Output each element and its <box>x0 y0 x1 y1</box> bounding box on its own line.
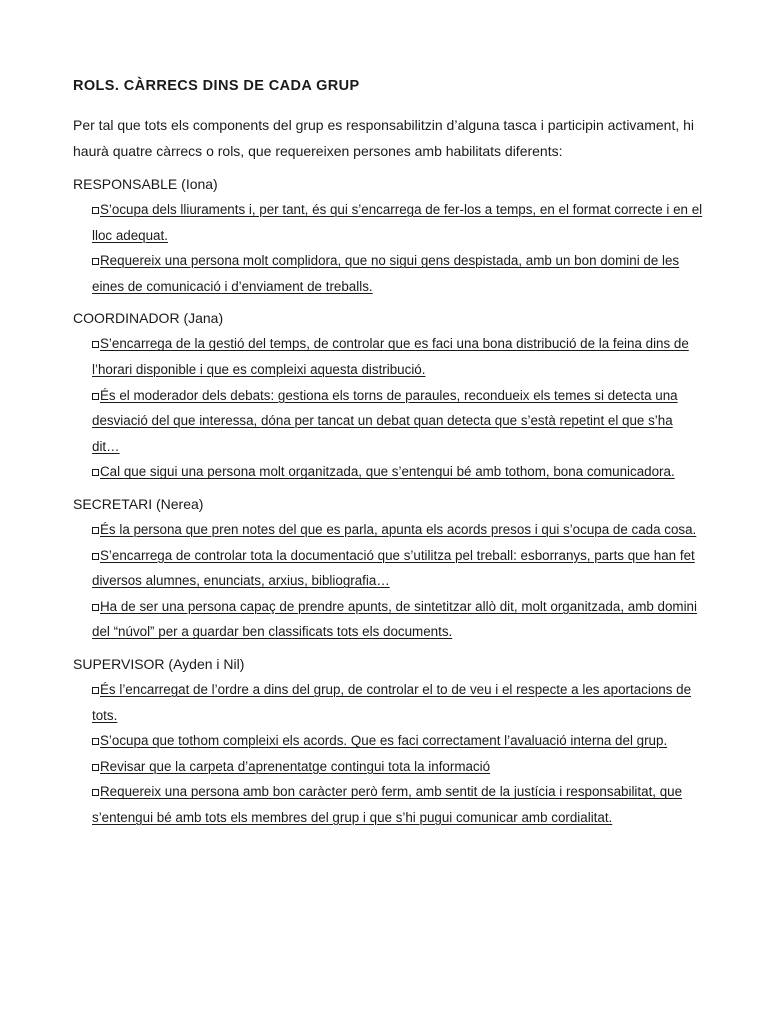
role-item <box>92 383 703 460</box>
role-item-text: És el moderador dels debats: gestiona els torns de paraules, recondueix els temes si detecta una desviació del que interessa, dóna per tancat un debat quan detecta que s’està repetint el que s’ha dit… <box>92 387 678 454</box>
square-bullet-icon <box>92 207 99 214</box>
square-bullet-icon <box>92 527 99 534</box>
square-bullet-icon <box>92 258 99 265</box>
square-bullet-icon <box>92 604 99 611</box>
role-item-list <box>73 677 703 831</box>
role-item <box>92 459 703 485</box>
role-item-text: S’encarrega de controlar tota la documentació que s’utilitza pel treball: esborranys, parts que han fet diversos alumnes, enunciats, arxius, bibliografia… <box>92 547 695 589</box>
role-item-list <box>73 517 703 645</box>
square-bullet-icon <box>92 553 99 560</box>
square-bullet-icon <box>92 393 99 400</box>
role-item-list <box>73 197 703 299</box>
role-heading: SECRETARI (Nerea) <box>73 495 204 512</box>
role-item-text: S’ocupa dels lliuraments i, per tant, és qui s’encarrega de fer-los a temps, en el format correcte i en el lloc adequat. <box>92 202 703 243</box>
role-item <box>92 728 703 754</box>
role-item-text: S’encarrega de la gestió del temps, de controlar que es faci una bona distribució de la feina dins de l’horari disponible i que es compleixi aquesta distribució. <box>92 336 689 377</box>
square-bullet-icon <box>92 789 99 796</box>
role-item <box>92 331 703 382</box>
role-item-text: És l’encarregat de l’ordre a dins del grup, de controlar el to de veu i el respecte a les aportacions de tots. <box>92 681 692 723</box>
square-bullet-icon <box>92 738 99 745</box>
role-item-text: Requereix una persona amb bon caràcter però ferm, amb sentit de la justícia i responsabilitat, que s’entengui bé amb tots els membres del grup i que s’hi pugui comunicar amb cordialitat. <box>92 784 683 825</box>
square-bullet-icon <box>92 687 99 694</box>
role-item <box>92 197 703 248</box>
role-item <box>92 543 703 594</box>
role-item <box>92 248 703 299</box>
square-bullet-icon <box>92 469 99 476</box>
role-item <box>92 677 703 728</box>
role-item <box>92 754 703 780</box>
role-item <box>92 779 703 830</box>
role-item-text: S’ocupa que tothom compleixi els acords. Que es faci correctament l’avaluació interna del grup. <box>100 733 668 749</box>
role-section-responsable <box>73 171 703 299</box>
role-section-supervisor <box>73 651 703 831</box>
role-item <box>92 594 703 645</box>
document-title: ROLS. CÀRRECS DINS DE CADA GRUP <box>73 78 360 94</box>
document-page <box>73 76 703 836</box>
role-item-text: És la persona que pren notes del que es parla, apunta els acords presos i qui s’ocupa de cada cosa. <box>100 521 697 537</box>
role-item-text: Requereix una persona molt complidora, que no sigui gens despistada, amb un bon domini de les eines de comunicació i d’enviament de treballs. <box>92 253 680 294</box>
square-bullet-icon <box>92 764 99 771</box>
role-section-coordinador <box>73 305 703 485</box>
role-item-text: Cal que sigui una persona molt organitzada, que s’entengui bé amb tothom, bona comunicadora. <box>100 464 675 480</box>
role-section-secretari <box>73 491 703 645</box>
intro-paragraph: Per tal que tots els components del grup es responsabilitzin d’alguna tasca i participin activament, hi haurà quatre càrrecs o rols, que requereixen persones amb habilitats diferents: <box>73 117 695 159</box>
role-item <box>92 517 703 543</box>
role-heading: SUPERVISOR (Ayden i Nil) <box>73 655 245 672</box>
role-item-text: Ha de ser una persona capaç de prendre apunts, de sintetitzar allò dit, molt organitzada, amb domini del “núvol” per a guardar ben classificats tots els documents. <box>92 598 697 640</box>
role-item-text: Revisar que la carpeta d’aprenentatge contingui tota la informació <box>100 758 491 774</box>
role-heading: COORDINADOR (Jana) <box>73 310 224 327</box>
square-bullet-icon <box>92 341 99 348</box>
role-heading: RESPONSABLE (Iona) <box>73 176 218 192</box>
role-item-list <box>73 331 703 485</box>
